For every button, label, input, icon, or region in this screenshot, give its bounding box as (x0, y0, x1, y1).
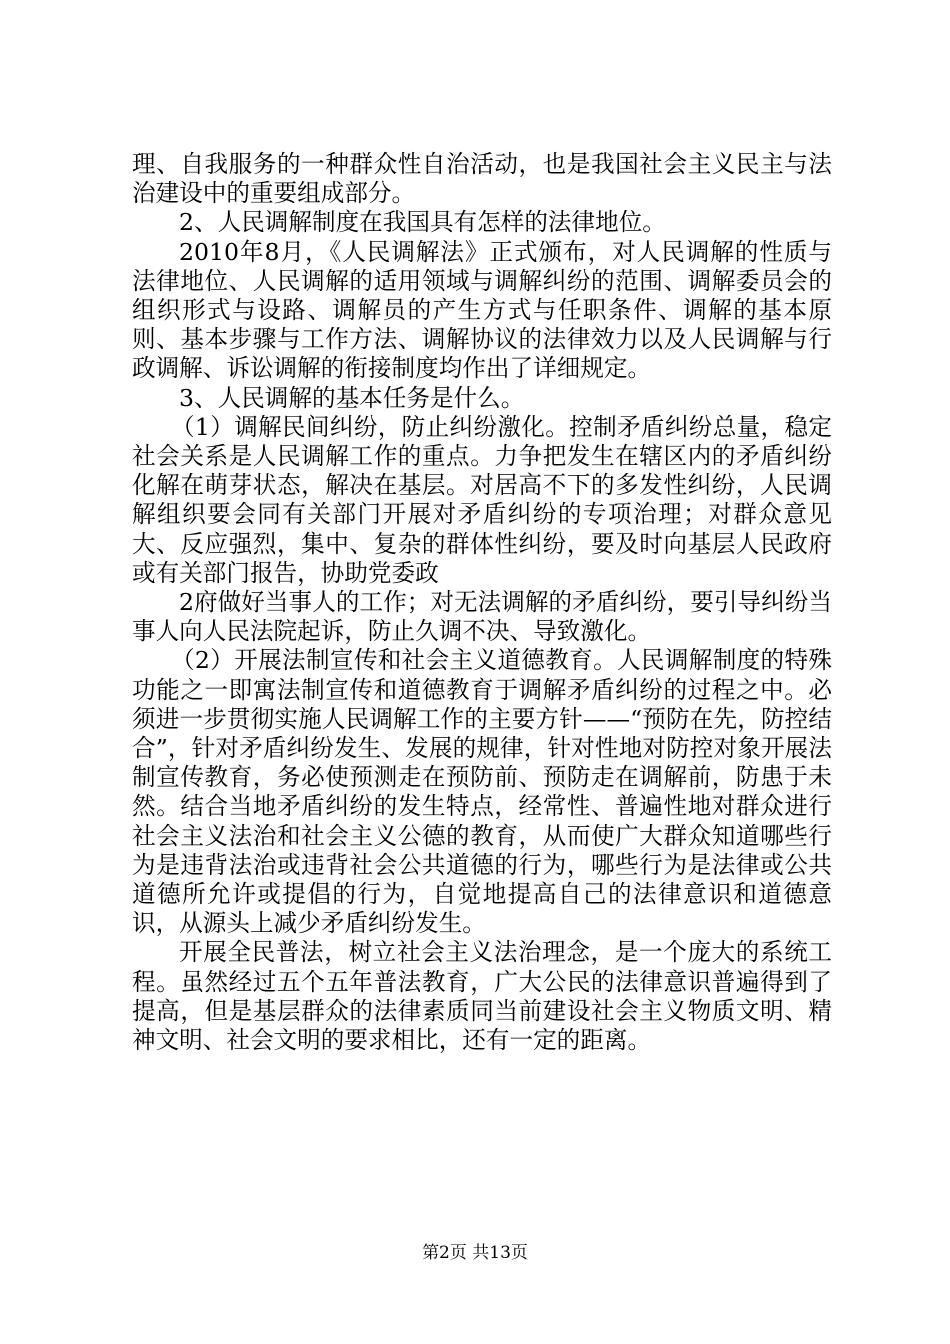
paragraph-5: （1）调解民间纠纷，防止纠纷激化。控制矛盾纠纷总量，稳定社会关系是人民调解工作的重点。力争把发生在辖区内的矛盾纠纷化解在萌芽状态，解决在基层。对居高不下的多发性纠纷，人民调解组织要会同有关部门开展对矛盾纠纷的专项治理；对群众意见大、反应强烈，集中、复杂的群体性纠纷，要及时向基层人民政府或有关部门报告，协助党委政 (132, 412, 832, 587)
document-body (132, 150, 832, 1055)
paragraph-6: 2府做好当事人的工作；对无法调解的矛盾纠纷，要引导纠纷当事人向人民法院起诉，防止久调不决、导致激化。 (132, 588, 832, 646)
paragraph-2-heading: 2、人民调解制度在我国具有怎样的法律地位。 (179, 208, 666, 237)
paragraph-8: 开展全民普法，树立社会主义法治理念，是一个庞大的系统工程。虽然经过五个五年普法教育，广大公民的法律意识普遍得到了提高，但是基层群众的法律素质同当前建设社会主义物质文明、精神文明、社会文明的要求相比，还有一定的距离。 (132, 938, 832, 1055)
paragraph-3: 2010年8月，《人民调解法》正式颁布，对人民调解的性质与法律地位、人民调解的适用领域与调解纠纷的范围、调解委员会的组织形式与设路、调解员的产生方式与任职条件、调解的基本原则、基本步骤与工作方法、调解协议的法律效力以及人民调解与行政调解、诉讼调解的衔接制度均作出了详细规定。 (132, 237, 832, 383)
page-footer: 第2页 共13页 (422, 1243, 528, 1263)
paragraph-4-heading: 3、人民调解的基本任务是什么。 (179, 383, 525, 412)
paragraph-7: （2）开展法制宣传和社会主义道德教育。人民调解制度的特殊功能之一即寓法制宣传和道德教育于调解矛盾纠纷的过程之中。必须进一步贯彻实施人民调解工作的主要方针——“预防在先，防控结合”，针对矛盾纠纷发生、发展的规律，针对性地对防控对象开展法制宣传教育，务必使预测走在预防前、预防走在调解前，防患于未然。结合当地矛盾纠纷的发生特点，经常性、普遍性地对群众进行社会主义法治和社会主义公德的教育，从而使广大群众知道哪些行为是违背法治或违背社会公共道德的行为，哪些行为是法律或公共道德所允许或提倡的行为，自觉地提高自己的法律意识和道德意识，从源头上减少矛盾纠纷发生。 (132, 646, 832, 938)
paragraph-1: 理、自我服务的一种群众性自治活动，也是我国社会主义民主与法治建设中的重要组成部分。 (132, 150, 832, 208)
